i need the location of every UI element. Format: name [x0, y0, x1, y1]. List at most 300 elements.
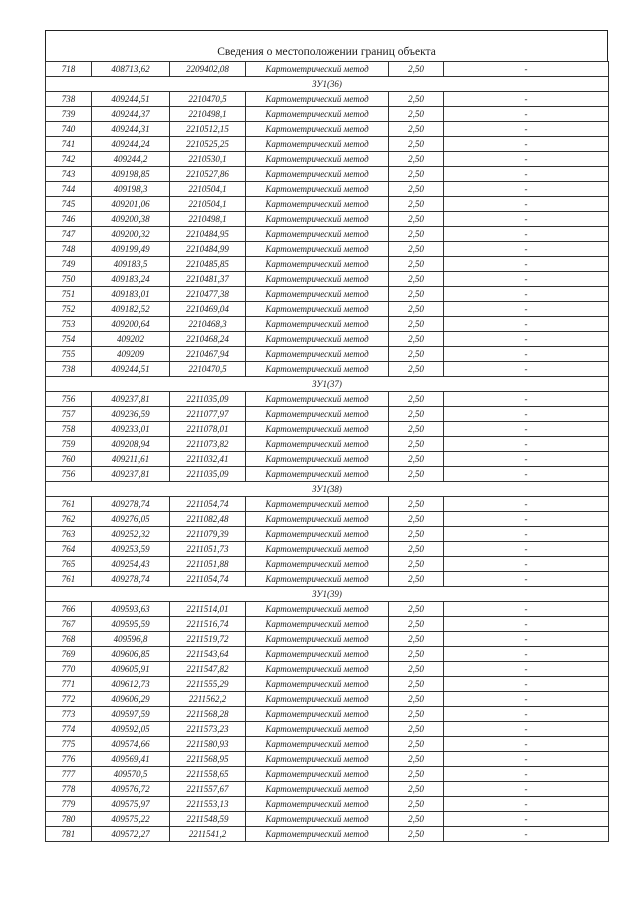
method: Картометрический метод	[246, 512, 389, 527]
coordinate-y: 2210469,04	[170, 302, 246, 317]
method: Картометрический метод	[246, 782, 389, 797]
table-row	[46, 167, 609, 182]
coordinate-x: 409612,73	[92, 677, 170, 692]
method: Картометрический метод	[246, 347, 389, 362]
coordinate-y: 2211548,59	[170, 812, 246, 827]
accuracy: 2,50	[389, 92, 444, 107]
table-row	[46, 107, 609, 122]
method: Картометрический метод	[246, 392, 389, 407]
coordinates-table	[45, 61, 609, 842]
method: Картометрический метод	[246, 92, 389, 107]
coordinate-y: 2211079,39	[170, 527, 246, 542]
method: Картометрический метод	[246, 197, 389, 212]
section-row	[46, 377, 609, 392]
point-number: 760	[46, 452, 92, 467]
method: Картометрический метод	[246, 257, 389, 272]
description: -	[444, 782, 609, 797]
accuracy: 2,50	[389, 467, 444, 482]
method: Картометрический метод	[246, 767, 389, 782]
method: Картометрический метод	[246, 317, 389, 332]
table-row	[46, 542, 609, 557]
coordinate-x: 409595,59	[92, 617, 170, 632]
accuracy: 2,50	[389, 332, 444, 347]
coordinate-x: 409244,51	[92, 362, 170, 377]
coordinate-y: 2211514,01	[170, 602, 246, 617]
point-number: 745	[46, 197, 92, 212]
accuracy: 2,50	[389, 422, 444, 437]
point-number: 758	[46, 422, 92, 437]
coordinate-y: 2211553,13	[170, 797, 246, 812]
coordinate-x: 409202	[92, 332, 170, 347]
description: -	[444, 422, 609, 437]
point-number: 756	[46, 467, 92, 482]
table-row	[46, 722, 609, 737]
coordinate-y: 2211580,93	[170, 737, 246, 752]
description: -	[444, 302, 609, 317]
description: -	[444, 257, 609, 272]
method: Картометрический метод	[246, 467, 389, 482]
description: -	[444, 662, 609, 677]
point-number: 742	[46, 152, 92, 167]
description: -	[444, 122, 609, 137]
point-number: 738	[46, 92, 92, 107]
description: -	[444, 107, 609, 122]
coordinate-y: 2211078,01	[170, 422, 246, 437]
coordinate-x: 409244,37	[92, 107, 170, 122]
coordinate-x: 409574,66	[92, 737, 170, 752]
method: Картометрический метод	[246, 407, 389, 422]
table-row	[46, 227, 609, 242]
coordinate-x: 409200,32	[92, 227, 170, 242]
coordinate-x: 409576,72	[92, 782, 170, 797]
coordinate-x: 409244,31	[92, 122, 170, 137]
description: -	[444, 137, 609, 152]
description: -	[444, 812, 609, 827]
accuracy: 2,50	[389, 632, 444, 647]
method: Картометрический метод	[246, 437, 389, 452]
method: Картометрический метод	[246, 812, 389, 827]
table-row	[46, 557, 609, 572]
method: Картометрический метод	[246, 737, 389, 752]
description: -	[444, 707, 609, 722]
point-number: 756	[46, 392, 92, 407]
coordinate-x: 409198,85	[92, 167, 170, 182]
point-number: 765	[46, 557, 92, 572]
coordinate-x: 409244,51	[92, 92, 170, 107]
coordinate-y: 2210470,5	[170, 362, 246, 377]
table-row	[46, 737, 609, 752]
description: -	[444, 497, 609, 512]
coordinate-x: 409237,81	[92, 392, 170, 407]
coordinate-x: 409198,3	[92, 182, 170, 197]
point-number: 770	[46, 662, 92, 677]
accuracy: 2,50	[389, 737, 444, 752]
method: Картометрический метод	[246, 752, 389, 767]
coordinate-x: 409278,74	[92, 497, 170, 512]
table-row	[46, 602, 609, 617]
accuracy: 2,50	[389, 692, 444, 707]
method: Картометрический метод	[246, 662, 389, 677]
point-number: 718	[46, 62, 92, 77]
coordinate-x: 409276,05	[92, 512, 170, 527]
coordinate-y: 2210485,85	[170, 257, 246, 272]
accuracy: 2,50	[389, 572, 444, 587]
table-row	[46, 122, 609, 137]
accuracy: 2,50	[389, 797, 444, 812]
point-number: 738	[46, 362, 92, 377]
coordinate-x: 409183,5	[92, 257, 170, 272]
table-row	[46, 347, 609, 362]
coordinate-y: 2211519,72	[170, 632, 246, 647]
coordinate-y: 2211573,23	[170, 722, 246, 737]
accuracy: 2,50	[389, 707, 444, 722]
coordinate-y: 2210484,99	[170, 242, 246, 257]
description: -	[444, 167, 609, 182]
accuracy: 2,50	[389, 497, 444, 512]
coordinate-x: 409252,32	[92, 527, 170, 542]
description: -	[444, 542, 609, 557]
description: -	[444, 767, 609, 782]
coordinate-x: 409236,59	[92, 407, 170, 422]
section-label: ЗУ1(36)	[46, 77, 609, 92]
description: -	[444, 827, 609, 842]
coordinate-x: 409575,97	[92, 797, 170, 812]
table-row	[46, 362, 609, 377]
accuracy: 2,50	[389, 242, 444, 257]
method: Картометрический метод	[246, 527, 389, 542]
point-number: 750	[46, 272, 92, 287]
coordinate-y: 2211558,65	[170, 767, 246, 782]
table-row	[46, 752, 609, 767]
point-number: 764	[46, 542, 92, 557]
coordinate-y: 2210468,24	[170, 332, 246, 347]
description: -	[444, 797, 609, 812]
accuracy: 2,50	[389, 407, 444, 422]
coordinate-x: 409575,22	[92, 812, 170, 827]
accuracy: 2,50	[389, 107, 444, 122]
method: Картометрический метод	[246, 272, 389, 287]
coordinate-x: 409201,06	[92, 197, 170, 212]
coordinate-y: 2210470,5	[170, 92, 246, 107]
coordinate-y: 2211562,2	[170, 692, 246, 707]
point-number: 748	[46, 242, 92, 257]
table-row	[46, 827, 609, 842]
point-number: 771	[46, 677, 92, 692]
coordinate-x: 409572,27	[92, 827, 170, 842]
description: -	[444, 287, 609, 302]
description: -	[444, 152, 609, 167]
method: Картометрический метод	[246, 62, 389, 77]
method: Картометрический метод	[246, 722, 389, 737]
description: -	[444, 557, 609, 572]
method: Картометрический метод	[246, 497, 389, 512]
point-number: 747	[46, 227, 92, 242]
description: -	[444, 602, 609, 617]
description: -	[444, 182, 609, 197]
description: -	[444, 572, 609, 587]
accuracy: 2,50	[389, 452, 444, 467]
coordinate-y: 2211073,82	[170, 437, 246, 452]
accuracy: 2,50	[389, 752, 444, 767]
table-row	[46, 152, 609, 167]
method: Картометрический метод	[246, 167, 389, 182]
coordinate-x: 409593,63	[92, 602, 170, 617]
method: Картометрический метод	[246, 557, 389, 572]
coordinate-y: 2211541,2	[170, 827, 246, 842]
coordinate-y: 2211054,74	[170, 572, 246, 587]
table-row	[46, 617, 609, 632]
table-row	[46, 437, 609, 452]
coordinate-x: 408713,62	[92, 62, 170, 77]
table-row	[46, 812, 609, 827]
coordinate-x: 409253,59	[92, 542, 170, 557]
point-number: 762	[46, 512, 92, 527]
coordinate-y: 2211035,09	[170, 392, 246, 407]
method: Картометрический метод	[246, 602, 389, 617]
point-number: 739	[46, 107, 92, 122]
description: -	[444, 512, 609, 527]
table-row	[46, 392, 609, 407]
table-row	[46, 692, 609, 707]
coordinate-y: 2211543,64	[170, 647, 246, 662]
description: -	[444, 752, 609, 767]
coordinate-x: 409606,29	[92, 692, 170, 707]
coordinate-y: 2211051,73	[170, 542, 246, 557]
coordinate-y: 2211035,09	[170, 467, 246, 482]
description: -	[444, 692, 609, 707]
description: -	[444, 407, 609, 422]
method: Картометрический метод	[246, 692, 389, 707]
coordinate-x: 409209	[92, 347, 170, 362]
coordinate-x: 409183,01	[92, 287, 170, 302]
description: -	[444, 62, 609, 77]
coordinate-x: 409596,8	[92, 632, 170, 647]
point-number: 752	[46, 302, 92, 317]
method: Картометрический метод	[246, 152, 389, 167]
coordinate-y: 2211547,82	[170, 662, 246, 677]
accuracy: 2,50	[389, 527, 444, 542]
table-row	[46, 287, 609, 302]
accuracy: 2,50	[389, 137, 444, 152]
accuracy: 2,50	[389, 617, 444, 632]
coordinate-x: 409278,74	[92, 572, 170, 587]
point-number: 741	[46, 137, 92, 152]
method: Картометрический метод	[246, 332, 389, 347]
coordinate-x: 409605,91	[92, 662, 170, 677]
accuracy: 2,50	[389, 827, 444, 842]
coordinate-x: 409244,2	[92, 152, 170, 167]
description: -	[444, 227, 609, 242]
table-row	[46, 407, 609, 422]
table-row	[46, 767, 609, 782]
table-row	[46, 632, 609, 647]
accuracy: 2,50	[389, 602, 444, 617]
coordinate-y: 2210498,1	[170, 107, 246, 122]
accuracy: 2,50	[389, 782, 444, 797]
description: -	[444, 452, 609, 467]
accuracy: 2,50	[389, 542, 444, 557]
section-label: ЗУ1(39)	[46, 587, 609, 602]
table-row	[46, 647, 609, 662]
description: -	[444, 347, 609, 362]
point-number: 776	[46, 752, 92, 767]
accuracy: 2,50	[389, 122, 444, 137]
accuracy: 2,50	[389, 347, 444, 362]
table-row	[46, 257, 609, 272]
table-row	[46, 782, 609, 797]
accuracy: 2,50	[389, 647, 444, 662]
table-row	[46, 572, 609, 587]
description: -	[444, 737, 609, 752]
description: -	[444, 197, 609, 212]
table-row	[46, 512, 609, 527]
table-row	[46, 242, 609, 257]
point-number: 779	[46, 797, 92, 812]
point-number: 777	[46, 767, 92, 782]
description: -	[444, 677, 609, 692]
description: -	[444, 242, 609, 257]
coordinate-y: 2211557,67	[170, 782, 246, 797]
table-row	[46, 422, 609, 437]
table-row	[46, 137, 609, 152]
point-number: 754	[46, 332, 92, 347]
accuracy: 2,50	[389, 62, 444, 77]
method: Картометрический метод	[246, 572, 389, 587]
coordinate-x: 409597,59	[92, 707, 170, 722]
point-number: 768	[46, 632, 92, 647]
section-label: ЗУ1(37)	[46, 377, 609, 392]
table-row	[46, 452, 609, 467]
description: -	[444, 617, 609, 632]
point-number: 759	[46, 437, 92, 452]
coordinate-x: 409200,64	[92, 317, 170, 332]
description: -	[444, 92, 609, 107]
coordinate-y: 2211054,74	[170, 497, 246, 512]
coordinate-y: 2210484,95	[170, 227, 246, 242]
description: -	[444, 362, 609, 377]
section-row	[46, 482, 609, 497]
accuracy: 2,50	[389, 767, 444, 782]
coordinate-x: 409208,94	[92, 437, 170, 452]
method: Картометрический метод	[246, 302, 389, 317]
point-number: 755	[46, 347, 92, 362]
point-number: 772	[46, 692, 92, 707]
table-row	[46, 467, 609, 482]
coordinate-y: 2211568,28	[170, 707, 246, 722]
point-number: 763	[46, 527, 92, 542]
table-row	[46, 332, 609, 347]
accuracy: 2,50	[389, 812, 444, 827]
table-title: Сведения о местоположении границ объекта	[45, 30, 608, 61]
table-row	[46, 272, 609, 287]
accuracy: 2,50	[389, 272, 444, 287]
coordinate-x: 409237,81	[92, 467, 170, 482]
accuracy: 2,50	[389, 152, 444, 167]
description: -	[444, 437, 609, 452]
description: -	[444, 392, 609, 407]
accuracy: 2,50	[389, 557, 444, 572]
method: Картометрический метод	[246, 422, 389, 437]
method: Картометрический метод	[246, 452, 389, 467]
section-row	[46, 77, 609, 92]
point-number: 780	[46, 812, 92, 827]
point-number: 781	[46, 827, 92, 842]
coordinate-y: 2210498,1	[170, 212, 246, 227]
method: Картометрический метод	[246, 677, 389, 692]
coordinate-y: 2210481,37	[170, 272, 246, 287]
coordinate-y: 2210525,25	[170, 137, 246, 152]
accuracy: 2,50	[389, 677, 444, 692]
table-row	[46, 662, 609, 677]
coordinate-y: 2210512,15	[170, 122, 246, 137]
method: Картометрический метод	[246, 542, 389, 557]
coordinate-y: 2211082,48	[170, 512, 246, 527]
point-number: 744	[46, 182, 92, 197]
description: -	[444, 332, 609, 347]
point-number: 766	[46, 602, 92, 617]
description: -	[444, 212, 609, 227]
coordinate-y: 2211516,74	[170, 617, 246, 632]
description: -	[444, 272, 609, 287]
accuracy: 2,50	[389, 182, 444, 197]
description: -	[444, 647, 609, 662]
table-row	[46, 797, 609, 812]
coordinate-y: 2210467,94	[170, 347, 246, 362]
coordinate-x: 409199,49	[92, 242, 170, 257]
method: Картометрический метод	[246, 647, 389, 662]
method: Картометрический метод	[246, 212, 389, 227]
accuracy: 2,50	[389, 362, 444, 377]
accuracy: 2,50	[389, 302, 444, 317]
coordinate-x: 409211,61	[92, 452, 170, 467]
coordinate-x: 409570,5	[92, 767, 170, 782]
point-number: 740	[46, 122, 92, 137]
table-row	[46, 92, 609, 107]
point-number: 767	[46, 617, 92, 632]
coordinate-y: 2210527,86	[170, 167, 246, 182]
coordinate-y: 2210477,38	[170, 287, 246, 302]
method: Картометрический метод	[246, 227, 389, 242]
accuracy: 2,50	[389, 437, 444, 452]
coordinate-x: 409233,01	[92, 422, 170, 437]
coordinate-y: 2211051,88	[170, 557, 246, 572]
point-number: 761	[46, 572, 92, 587]
point-number: 749	[46, 257, 92, 272]
coordinate-y: 2210530,1	[170, 152, 246, 167]
point-number: 761	[46, 497, 92, 512]
table-row	[46, 182, 609, 197]
table-row	[46, 302, 609, 317]
method: Картометрический метод	[246, 362, 389, 377]
accuracy: 2,50	[389, 167, 444, 182]
table-row	[46, 62, 609, 77]
accuracy: 2,50	[389, 257, 444, 272]
coordinate-x: 409244,24	[92, 137, 170, 152]
method: Картометрический метод	[246, 107, 389, 122]
method: Картометрический метод	[246, 122, 389, 137]
point-number: 753	[46, 317, 92, 332]
method: Картометрический метод	[246, 707, 389, 722]
description: -	[444, 722, 609, 737]
method: Картометрический метод	[246, 182, 389, 197]
coordinate-y: 2210504,1	[170, 197, 246, 212]
coordinate-x: 409606,85	[92, 647, 170, 662]
coordinate-x: 409569,41	[92, 752, 170, 767]
section-row	[46, 587, 609, 602]
coordinate-x: 409254,43	[92, 557, 170, 572]
table-row	[46, 497, 609, 512]
method: Картометрический метод	[246, 827, 389, 842]
